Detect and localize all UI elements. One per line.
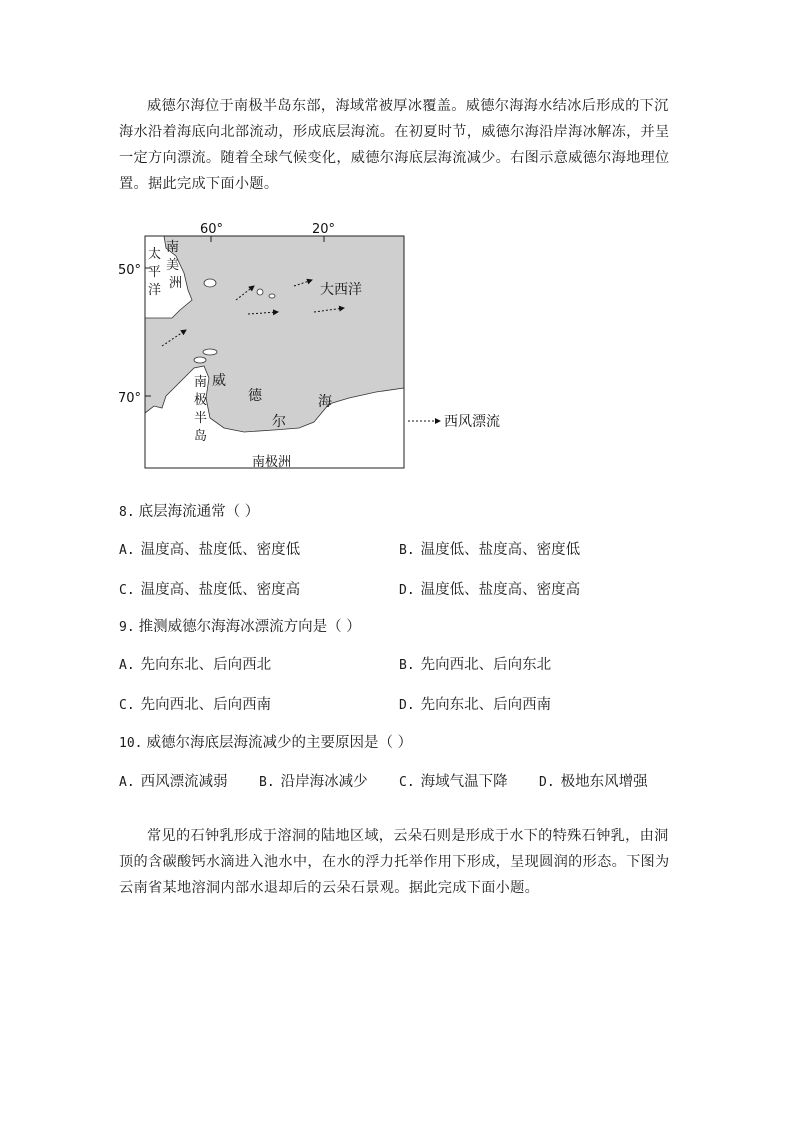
q8-option-d[interactable]: D. 温度低、盐度高、密度高	[399, 582, 581, 598]
question-number: 9.	[119, 620, 135, 635]
question-text: 推测威德尔海海冰漂流方向是（ ）	[138, 619, 361, 635]
island	[204, 279, 216, 287]
q10-option-a[interactable]: A. 西风漂流减弱	[119, 774, 228, 790]
weddell-sea-map	[114, 218, 514, 478]
svg-text:尔: 尔	[272, 414, 286, 430]
svg-text:海: 海	[318, 394, 332, 410]
question-10	[119, 733, 412, 754]
question-text: 威德尔海底层海流减少的主要原因是（ ）	[146, 735, 413, 751]
pacific-label	[148, 246, 161, 298]
island	[269, 294, 275, 298]
question-text: 底层海流通常（ ）	[138, 504, 260, 520]
west-wind-drift-label: 西风漂流	[444, 414, 500, 430]
svg-text:太: 太	[148, 247, 162, 262]
lon-60-label: 60°	[200, 222, 224, 237]
question-number: 10.	[119, 736, 143, 751]
q10-option-c[interactable]: C. 海域气温下降	[399, 774, 508, 790]
svg-text:极: 极	[194, 393, 208, 408]
question-9	[119, 617, 361, 638]
svg-text:美: 美	[166, 258, 180, 273]
lat-50-label: 50°	[118, 263, 142, 278]
svg-text:洋: 洋	[148, 283, 162, 298]
atlantic-label: 大西洋	[320, 282, 362, 298]
svg-text:岛: 岛	[194, 429, 208, 444]
q9-option-a[interactable]: A. 先向东北、后向西北	[119, 657, 272, 673]
q8-option-b[interactable]: B. 温度低、盐度高、密度低	[399, 542, 581, 558]
passage-cloud-stone: 常见的石钟乳形成于溶洞的陆地区域，云朵石则是形成于水下的特殊石钟乳，由洞顶的含碳酸钙水滴进入池水中，在水的浮力托举作用下形成，呈现圆润的形态。下图为云南省某地溶洞内部水退却后的云朵石景观。据此完成下面小题。	[119, 828, 670, 896]
island	[194, 357, 206, 363]
question-number: 8.	[119, 505, 135, 520]
svg-text:南: 南	[166, 240, 180, 255]
antarctica-label: 南极洲	[252, 455, 292, 470]
lon-20-label: 20°	[312, 222, 336, 237]
q9-option-c[interactable]: C. 先向西北、后向西南	[119, 697, 272, 713]
svg-text:南: 南	[194, 375, 208, 390]
island	[257, 289, 263, 295]
q10-option-d[interactable]: D. 极地东风增强	[539, 774, 648, 790]
lat-70-label: 70°	[118, 391, 142, 406]
svg-text:德: 德	[248, 388, 262, 404]
passage-weddell-sea: 威德尔海位于南极半岛东部，海域常被厚冰覆盖。威德尔海海水结冰后形成的下沉海水沿着海底向北部流动，形成底层海流。在初夏时节，威德尔海沿岸海冰解冻，并呈一定方向漂流。随着全球气候变化，威德尔海底层海流减少。右图示意威德尔海地理位置。据此完成下面小题。	[119, 98, 670, 192]
q8-option-a[interactable]: A. 温度高、盐度低、密度低	[119, 542, 301, 558]
q9-option-b[interactable]: B. 先向西北、后向东北	[399, 657, 552, 673]
svg-text:平: 平	[148, 265, 162, 280]
island	[203, 349, 217, 355]
q9-option-d[interactable]: D. 先向东北、后向西南	[399, 697, 552, 713]
q10-option-b[interactable]: B. 沿岸海冰减少	[259, 774, 368, 790]
svg-text:洲: 洲	[169, 276, 183, 291]
svg-text:半: 半	[194, 411, 208, 426]
q8-option-c[interactable]: C. 温度高、盐度低、密度高	[119, 582, 301, 598]
svg-text:威: 威	[212, 373, 226, 389]
question-8	[119, 502, 259, 523]
